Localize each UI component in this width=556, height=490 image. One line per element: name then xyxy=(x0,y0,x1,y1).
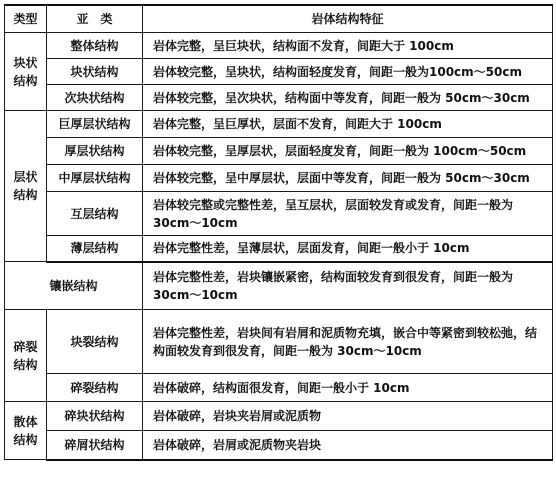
table-row xyxy=(5,236,553,262)
feature-cell: 岩体破碎，岩块夹岩屑或泥质物 xyxy=(143,402,553,431)
subtype-cell: 整体结构 xyxy=(47,33,143,59)
feature-cell: 岩体破碎，结构面很发育，间距一般小于 10cm xyxy=(143,374,553,402)
type-cell-cataclastic xyxy=(5,310,47,402)
subtype-cell-mosaic: 镶嵌结构 xyxy=(5,262,143,310)
feature-cell: 岩体完整，呈巨厚状，层面不发育，间距大于 100cm xyxy=(143,111,553,138)
subtype-cell: 薄层结构 xyxy=(47,236,143,262)
subtype-cell: 块状结构 xyxy=(47,59,143,85)
subtype-cell: 块裂结构 xyxy=(47,310,143,374)
feature-cell: 岩体较完整，呈中厚层状，层面中等发育，间距一般为 50cm～30cm xyxy=(143,165,553,192)
table-row xyxy=(5,165,553,192)
feature-cell: 岩体完整，呈巨块状，结构面不发育，间距大于 100cm xyxy=(143,33,553,59)
header-subtype: 亚 类 xyxy=(47,5,143,33)
type-label-line: 碎裂 xyxy=(13,339,38,354)
subtype-cell: 碎块状结构 xyxy=(47,402,143,431)
type-label-line: 层状 xyxy=(13,170,38,184)
type-label-line: 结构 xyxy=(13,73,38,88)
feature-cell: 岩体较完整或完整性差，呈互层状，层面较发育或发育，间距一般为 30cm～10cm xyxy=(143,192,553,236)
table-row xyxy=(5,85,553,111)
table-row xyxy=(5,111,553,138)
subtype-cell: 互层结构 xyxy=(47,192,143,236)
table-row xyxy=(5,59,553,85)
feature-cell: 岩体较完整，呈次块状，结构面中等发育，间距一般为 50cm～30cm xyxy=(143,85,553,111)
subtype-cell: 巨厚层状结构 xyxy=(47,111,143,138)
table-header-row xyxy=(5,5,553,33)
subtype-cell: 碎裂结构 xyxy=(47,374,143,402)
table-row xyxy=(5,262,553,310)
table-row xyxy=(5,402,553,431)
table-row xyxy=(5,374,553,402)
table-row xyxy=(5,192,553,236)
subtype-cell: 碎屑状结构 xyxy=(47,431,143,460)
table-row xyxy=(5,138,553,165)
feature-cell: 岩体较完整，呈块状，结构面轻度发育，间距一般为100cm～50cm xyxy=(143,59,553,85)
rock-structure-classification-table xyxy=(4,4,552,461)
type-cell-loose xyxy=(5,402,47,460)
feature-cell: 岩体较完整，呈厚层状，层面轻度发育，间距一般为 100cm～50cm xyxy=(143,138,553,165)
type-label-line: 结构 xyxy=(13,188,38,202)
type-label-line: 结构 xyxy=(13,357,38,372)
type-cell-block xyxy=(5,33,47,111)
header-feature: 岩体结构特征 xyxy=(143,5,553,33)
classification-table xyxy=(4,4,553,461)
subtype-cell: 次块状结构 xyxy=(47,85,143,111)
table-row xyxy=(5,310,553,374)
table-row xyxy=(5,431,553,460)
subtype-cell: 厚层状结构 xyxy=(47,138,143,165)
type-label-line: 块状 xyxy=(13,55,38,70)
table-row xyxy=(5,33,553,59)
feature-cell: 岩体完整性差，岩块镶嵌紧密，结构面较发育到很发育，间距一般为 30cm～10cm xyxy=(143,262,553,310)
header-type: 类型 xyxy=(5,5,47,33)
feature-cell: 岩体破碎，岩屑或泥质物夹岩块 xyxy=(143,431,553,460)
subtype-cell: 中厚层状结构 xyxy=(47,165,143,192)
type-label-line: 结构 xyxy=(13,432,38,447)
type-cell-layered xyxy=(5,111,47,262)
type-label-line: 散体 xyxy=(13,414,38,429)
feature-cell: 岩体完整性差，呈薄层状，层面发育，间距一般小于 10cm xyxy=(143,236,553,262)
feature-cell: 岩体完整性差，岩块间有岩屑和泥质物充填，嵌合中等紧密到较松弛，结构面较发育到很发育，间距一般为 30cm～10cm xyxy=(143,310,553,374)
